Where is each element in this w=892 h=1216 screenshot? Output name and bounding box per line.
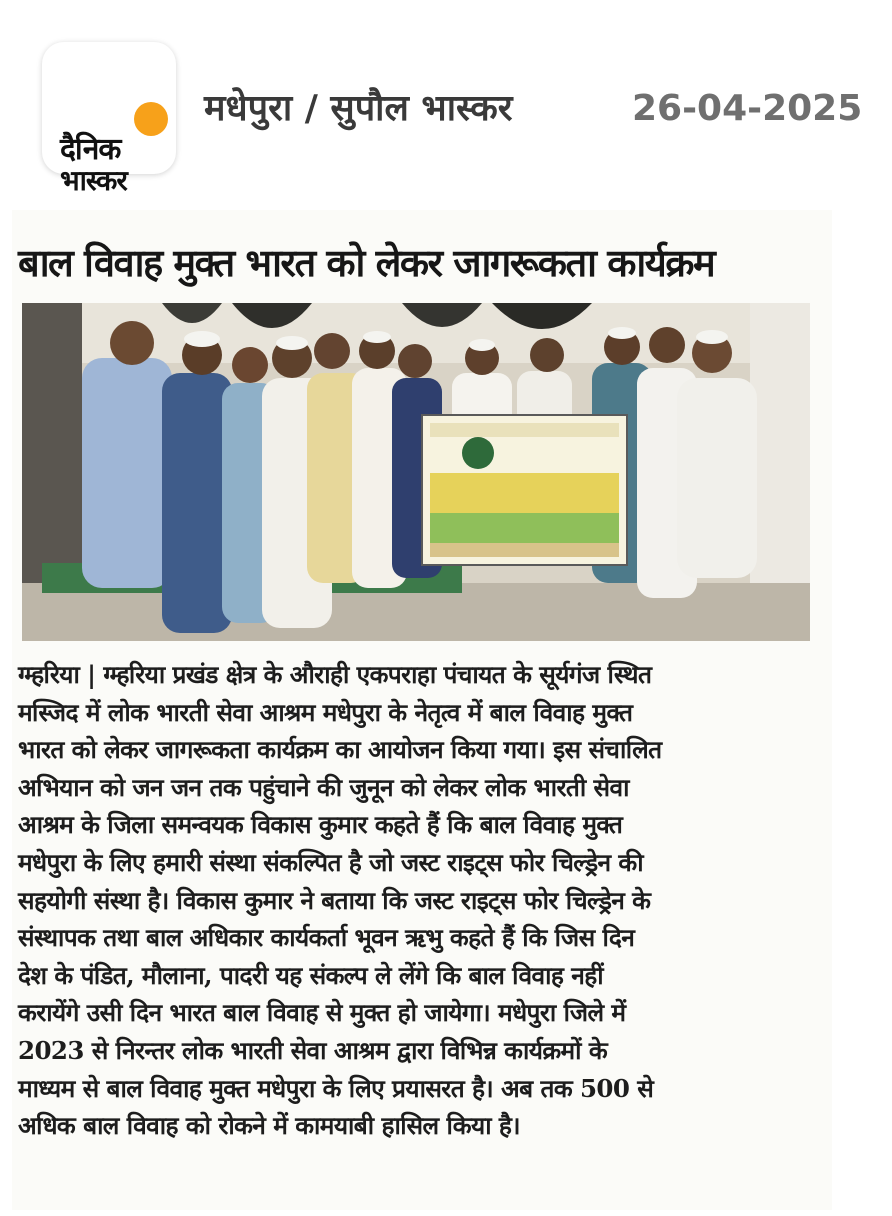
body-line: सहयोगी संस्था है। विकास कुमार ने बताया कि जस्ट राइट्स फोर चिल्ड्रेन के xyxy=(18,885,651,915)
body-line: करायेंगे उसी दिन भारत बाल विवाह से मुक्त हो जायेगा। मधेपुरा जिले में xyxy=(18,998,626,1028)
body-line: देश के पंडित, मौलाना, पादरी यह संकल्प ले लेंगे कि बाल विवाह नहीं xyxy=(18,960,604,990)
article-body xyxy=(18,656,814,1145)
edition-title: मधेपुरा / सुपौल भास्कर xyxy=(204,88,513,129)
dainik-bhaskar-logo[interactable] xyxy=(42,42,176,197)
logo-text-dainik: दैनिक xyxy=(60,132,121,167)
body-line: अधिक बाल विवाह को रोकने में कामयाबी हासिल किया है। xyxy=(18,1111,520,1141)
body-line: संस्थापक तथा बाल अधिकार कार्यकर्ता भूवन ऋभु कहते हैं कि जिस दिन xyxy=(18,923,635,953)
page-header xyxy=(0,0,892,200)
publication-date: 26-04-2025 xyxy=(632,88,863,129)
article-headline: बाल विवाह मुक्त भारत को लेकर जागरूकता कार्यक्रम xyxy=(18,241,715,285)
body-line: भारत को लेकर जागरूकता कार्यक्रम का आयोजन किया गया। इस संचालित xyxy=(18,735,662,765)
logo-text-bhaskar: भास्कर xyxy=(60,164,127,197)
body-line: मधेपुरा के लिए हमारी संस्था संकल्पित है जो जस्ट राइट्स फोर चिल्ड्रेन की xyxy=(18,847,643,877)
article-photo xyxy=(22,303,810,641)
body-line: माध्यम से बाल विवाह मुक्त मधेपुरा के लिए प्रयासरत है। अब तक 500 से xyxy=(18,1073,654,1103)
sun-dot-icon xyxy=(134,102,168,136)
body-line: ग्म्हरिया | ग्म्हरिया प्रखंड क्षेत्र के औराही एकपराहा पंचायत के सूर्यगंज स्थित xyxy=(18,660,652,689)
body-line: आश्रम के जिला समन्वयक विकास कुमार कहते हैं कि बाल विवाह मुक्त xyxy=(18,810,623,840)
body-line: मस्जिद में लोक भारती सेवा आश्रम मधेपुरा के नेतृत्व में बाल विवाह मुक्त xyxy=(18,697,633,727)
body-line: 2023 से निरन्तर लोक भारती सेवा आश्रम द्वारा विभिन्न कार्यक्रमों के xyxy=(18,1035,608,1065)
body-line: अभियान को जन जन तक पहुंचाने की जुनून को लेकर लोक भारती सेवा xyxy=(18,772,629,802)
